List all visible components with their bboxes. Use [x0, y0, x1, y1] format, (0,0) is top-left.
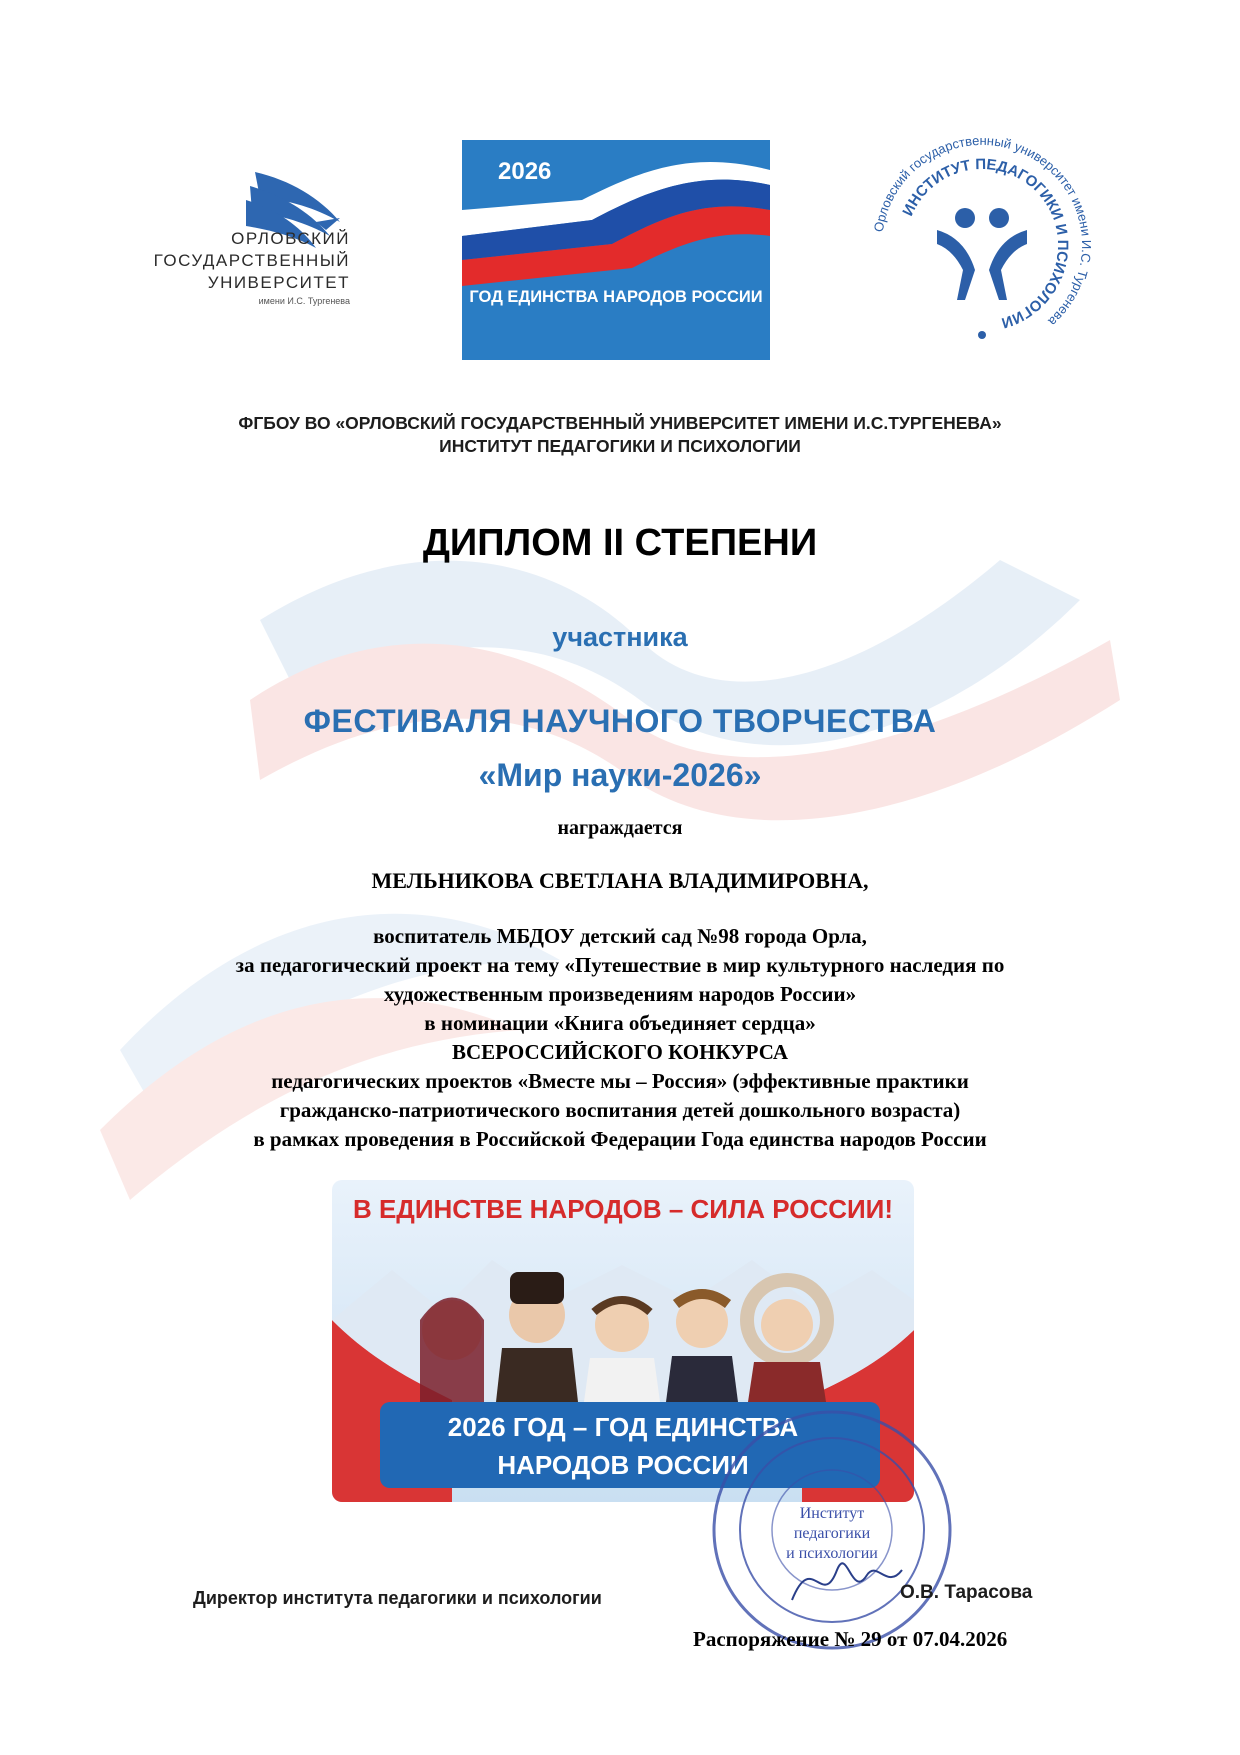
university-logo-text	[140, 228, 350, 308]
stamp-text: и психологии	[786, 1545, 878, 1562]
university-name-line: ГОСУДАРСТВЕННЫЙ	[153, 251, 350, 270]
poster-band-line: НАРОДОВ РОССИИ	[497, 1450, 749, 1480]
poster-band-line: 2026 ГОД – ГОД ЕДИНСТВА	[447, 1412, 799, 1442]
organization-name: ФГБОУ ВО «ОРЛОВСКИЙ ГОСУДАРСТВЕННЫЙ УНИВЕРСИТЕТ ИМЕНИ И.С.ТУРГЕНЕВА»	[238, 413, 1002, 433]
description-line: гражданско-патриотического воспитания детей дошкольного возраста)	[279, 1098, 961, 1122]
participant-label: участника	[552, 622, 688, 652]
recipient-name: МЕЛЬНИКОВА СВЕТЛАНА ВЛАДИМИРОВНА,	[371, 868, 869, 893]
award-description	[100, 922, 1140, 1154]
director-title: Директор института педагогики и психологии	[193, 1588, 602, 1608]
official-stamp	[702, 1400, 962, 1660]
banner-caption: ГОД ЕДИНСТВА НАРОДОВ РОССИИ	[469, 288, 763, 306]
diploma-title: ДИПЛОМ II СТЕПЕНИ	[422, 522, 818, 564]
year-of-unity-banner	[462, 140, 770, 360]
university-subtitle: имени И.С. Тургенева	[258, 296, 350, 306]
description-line: ВСЕРОССИЙСКОГО КОНКУРСА	[451, 1040, 789, 1064]
poster-slogan: В ЕДИНСТВЕ НАРОДОВ – СИЛА РОССИИ!	[352, 1194, 894, 1224]
director-name: О.В. Тарасова	[900, 1582, 1033, 1603]
svg-text:ИНСТИТУТ ПЕДАГОГИКИ И ПСИХОЛОГ	[899, 156, 1071, 331]
signature	[792, 1563, 902, 1600]
seal-inner-text: ИНСТИТУТ ПЕДАГОГИКИ И ПСИХОЛОГИИ	[899, 155, 1072, 332]
university-name-line: ОРЛОВСКИЙ	[231, 229, 350, 248]
description-line: художественным произведениям народов России»	[383, 982, 857, 1006]
description-line: за педагогический проект на тему «Путешествие в мир культурного наследия по	[235, 953, 1005, 977]
banner-year: 2026	[498, 158, 552, 185]
description-line: педагогических проектов «Вместе мы – Россия» (эффективные практики	[271, 1069, 969, 1093]
institute-seal-logo	[867, 120, 1097, 370]
festival-title: ФЕСТИВАЛЯ НАУЧНОГО ТВОРЧЕСТВА	[303, 703, 937, 739]
awarded-label: награждается	[557, 817, 683, 839]
stamp-text: Институт	[799, 1505, 865, 1522]
description-line: в рамках проведения в Российской Федерации Года единства народов России	[253, 1127, 987, 1151]
seal-ring-text: Орловский государственный университет имени И.С. Тургенева	[870, 132, 1095, 330]
description-line: в номинации «Книга объединяет сердца»	[424, 1011, 816, 1035]
description-line: воспитатель МБДОУ детский сад №98 города Орла,	[373, 924, 867, 948]
institute-name: ИНСТИТУТ ПЕДАГОГИКИ И ПСИХОЛОГИИ	[439, 436, 801, 456]
order-reference: Распоряжение № 29 от 07.04.2026	[693, 1627, 1008, 1651]
festival-name: «Мир науки-2026»	[478, 757, 762, 793]
university-name-line: УНИВЕРСИТЕТ	[207, 273, 350, 292]
stamp-text: педагогики	[793, 1525, 871, 1542]
